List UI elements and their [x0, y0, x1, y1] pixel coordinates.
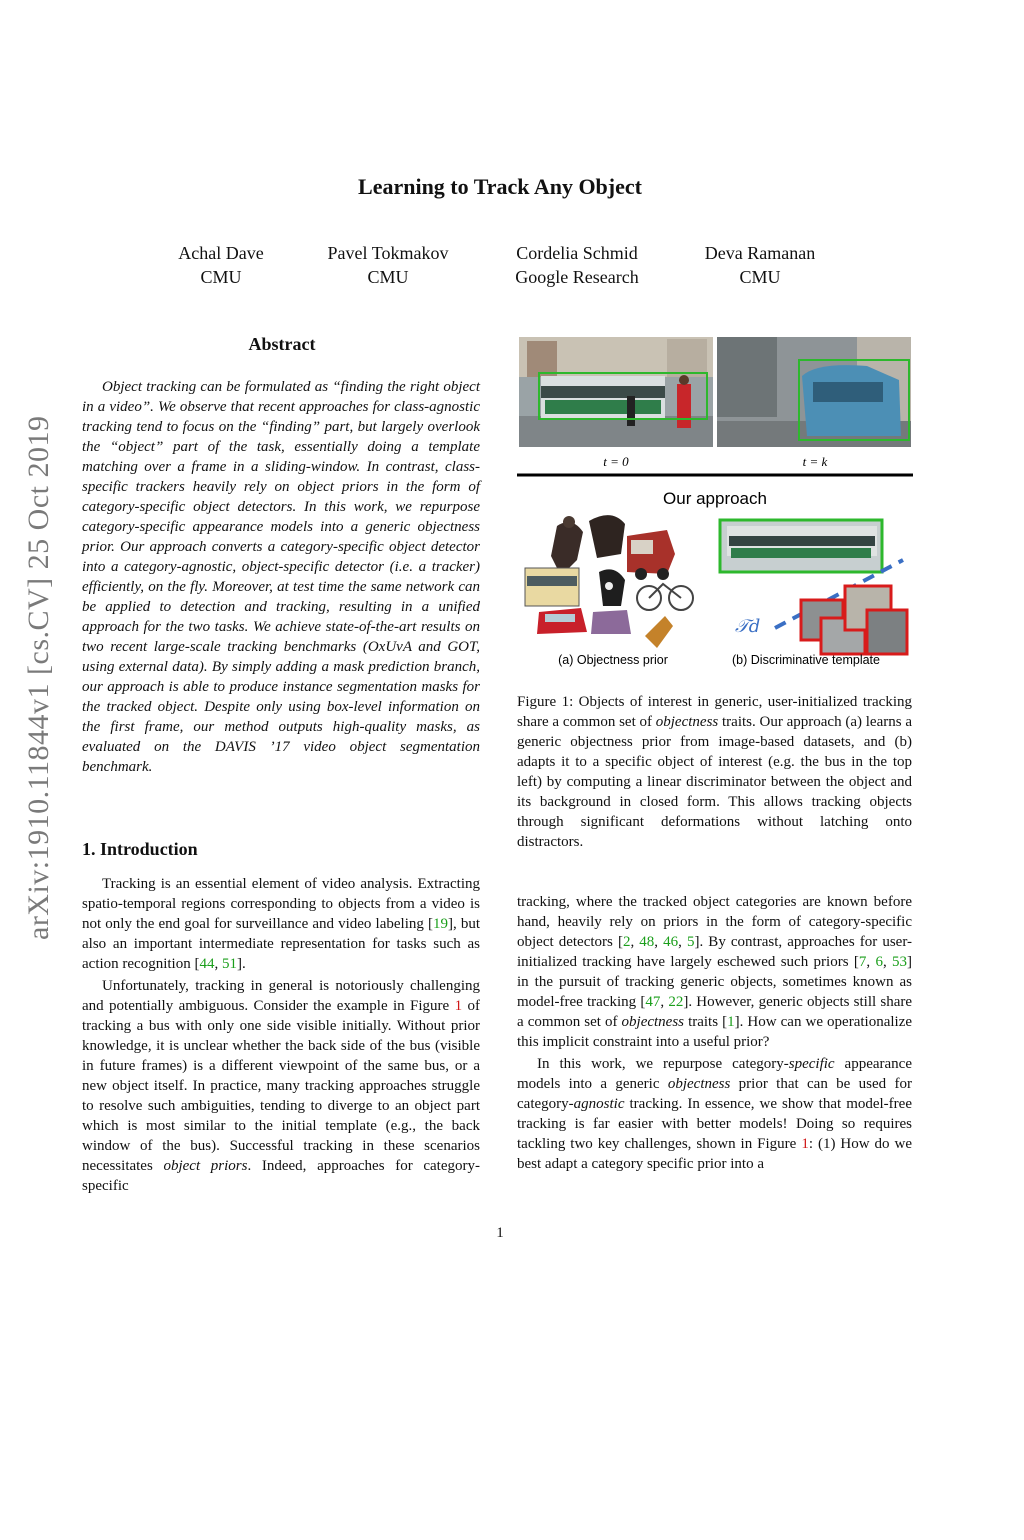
template-symbol-td: 𝒯d: [735, 616, 761, 637]
author-4: [650, 241, 870, 289]
figure-ref-link[interactable]: 1: [454, 998, 463, 1014]
citation-link[interactable]: 22: [668, 994, 684, 1010]
arxiv-identifier: arXiv:1910.11844v1 [cs.CV] 25 Oct 2019: [22, 415, 55, 940]
citation-link[interactable]: 48: [639, 934, 655, 950]
citation-link[interactable]: 44: [199, 956, 215, 972]
author-name: Cordelia Schmid: [516, 243, 638, 263]
figure-1-graphic: [517, 336, 913, 676]
intro-paragraph-2: Unfortunately, tracking in general is notoriously challenging and potentially ambiguous. Consider the example in Figure 1 of tracking a bus with only one side visible initially. Without prior knowledge, it is unclear whether the back side of the bus (visible in future frames) is a different viewpoint of the same bus, or a new object itself. In practice, many tracking approaches struggle to resolve such ambiguities, tending to diverge to an object part which is most similar to the initial template (e.g., the back window of the bus). Successful tracking in these scenarios necessitates object priors. Indeed, approaches for category-specific: [82, 978, 480, 1194]
abstract-text: Object tracking can be formulated as “finding the right object in a video”. We observe that recent approaches for class-agnostic tracking tend to focus on the “finding” part, but largely overlook the “object” part of the task, essentially doing a template matching over a frame in a sliding-window. In contrast, class-specific trackers heavily rely on object priors in the form of category-specific object detectors. In this work, we repurpose category-specific appearance models into a generic objectness prior. Our approach converts a category-specific object detector into a category-agnostic, object-specific detector (i.e. a tracker) efficiently, on the fly. Moreover, at test time the same network can be applied to detection and tracking, resulting in a unified approach for the two tasks. We achieve state-of-the-art results on two recent large-scale tracking benchmarks (OxUvA and GOT, using external data). By simply adding a mask prediction branch, our approach is able to produce instance segmentation masks for the tracked object. Despite only using box-level information on the first frame, our method outputs high-quality masks, as evaluated on the DAVIS ’17 video object segmentation benchmark.: [82, 379, 480, 775]
figure-1-caption: Figure 1: Objects of interest in generic, user-initialized tracking share a common set of objectness traits. Our approach (a) learns a generic objectness prior from image-based datasets, and (b) adapts it to a specific object of interest (e.g. the bus in the top left) by computing a linear discriminator between the object and its background in closed form. This allows tracking objects through significant deformations without latching onto distractors.: [517, 694, 912, 850]
photo-tk: [717, 337, 911, 447]
figure-ref-link[interactable]: 1: [801, 1136, 809, 1152]
right-column-body: [517, 892, 912, 1176]
author-affiliation: CMU: [367, 267, 409, 287]
citation-link[interactable]: 51: [221, 956, 237, 972]
photo-t0: [519, 337, 713, 447]
section-heading-introduction: 1. Introduction: [82, 839, 198, 859]
author-2: [278, 241, 498, 289]
citation-link[interactable]: 47: [645, 994, 661, 1010]
citation-link[interactable]: 2: [622, 934, 631, 950]
discriminative-template-label: (b) Discriminative template: [732, 653, 880, 667]
citation-link[interactable]: 1: [727, 1014, 735, 1030]
author-name: Achal Dave: [178, 243, 264, 263]
objectness-prior-label: (a) Objectness prior: [558, 653, 668, 667]
time-label-tk: t = k: [802, 454, 828, 469]
abstract-body: [82, 377, 480, 777]
citation-link[interactable]: 6: [875, 954, 883, 970]
abstract-heading: Abstract: [248, 334, 316, 354]
objectness-prior-collage: [525, 515, 693, 648]
right-paragraph-2: In this work, we repurpose category-specific appearance models into a generic objectness prior that can be used for category-agnostic tracking. In essence, we show that model-free tracking is far easier with better models! Doing so requires tackling two key challenges, shown in Figure 1: (1) How do we best adapt a category specific prior into a: [517, 1056, 912, 1172]
time-label-t0: t = 0: [603, 454, 629, 469]
author-affiliation: CMU: [739, 267, 781, 287]
author-name: Pavel Tokmakov: [327, 243, 449, 263]
citation-link[interactable]: 53: [892, 954, 908, 970]
author-affiliation: CMU: [200, 267, 242, 287]
citation-link[interactable]: 46: [663, 934, 679, 950]
our-approach-label: Our approach: [663, 489, 767, 508]
paper-title: Learning to Track Any Object: [358, 174, 642, 199]
page-number: 1: [496, 1225, 504, 1241]
figure-1: [517, 336, 913, 676]
intro-body: [82, 874, 480, 1198]
citation-link[interactable]: 7: [858, 954, 867, 970]
author-name: Deva Ramanan: [704, 243, 816, 263]
citation-link[interactable]: 5: [686, 934, 695, 950]
author-affiliation: Google Research: [515, 267, 639, 287]
intro-paragraph-1: Tracking is an essential element of video analysis. Extracting spatio-temporal regions corresponding to objects from a video is not only the end goal for surveillance and video labeling [19], but also an important intermediate representation for tasks such as action recognition [44, 51].: [82, 876, 480, 972]
citation-link[interactable]: 19: [432, 916, 448, 932]
right-paragraph-1: tracking, where the tracked object categories are known before hand, heavily rely on priors in the form of category-specific object detectors [2, 48, 46, 5]. By contrast, approaches for user-initialized tracking have largely eschewed such priors [7, 6, 53] in the pursuit of tracking generic objects, sometimes known as model-free tracking [47, 22]. However, generic objects still share a common set of objectness traits [1]. How can we operationalize this implicit constraint into a useful prior?: [517, 894, 913, 1050]
